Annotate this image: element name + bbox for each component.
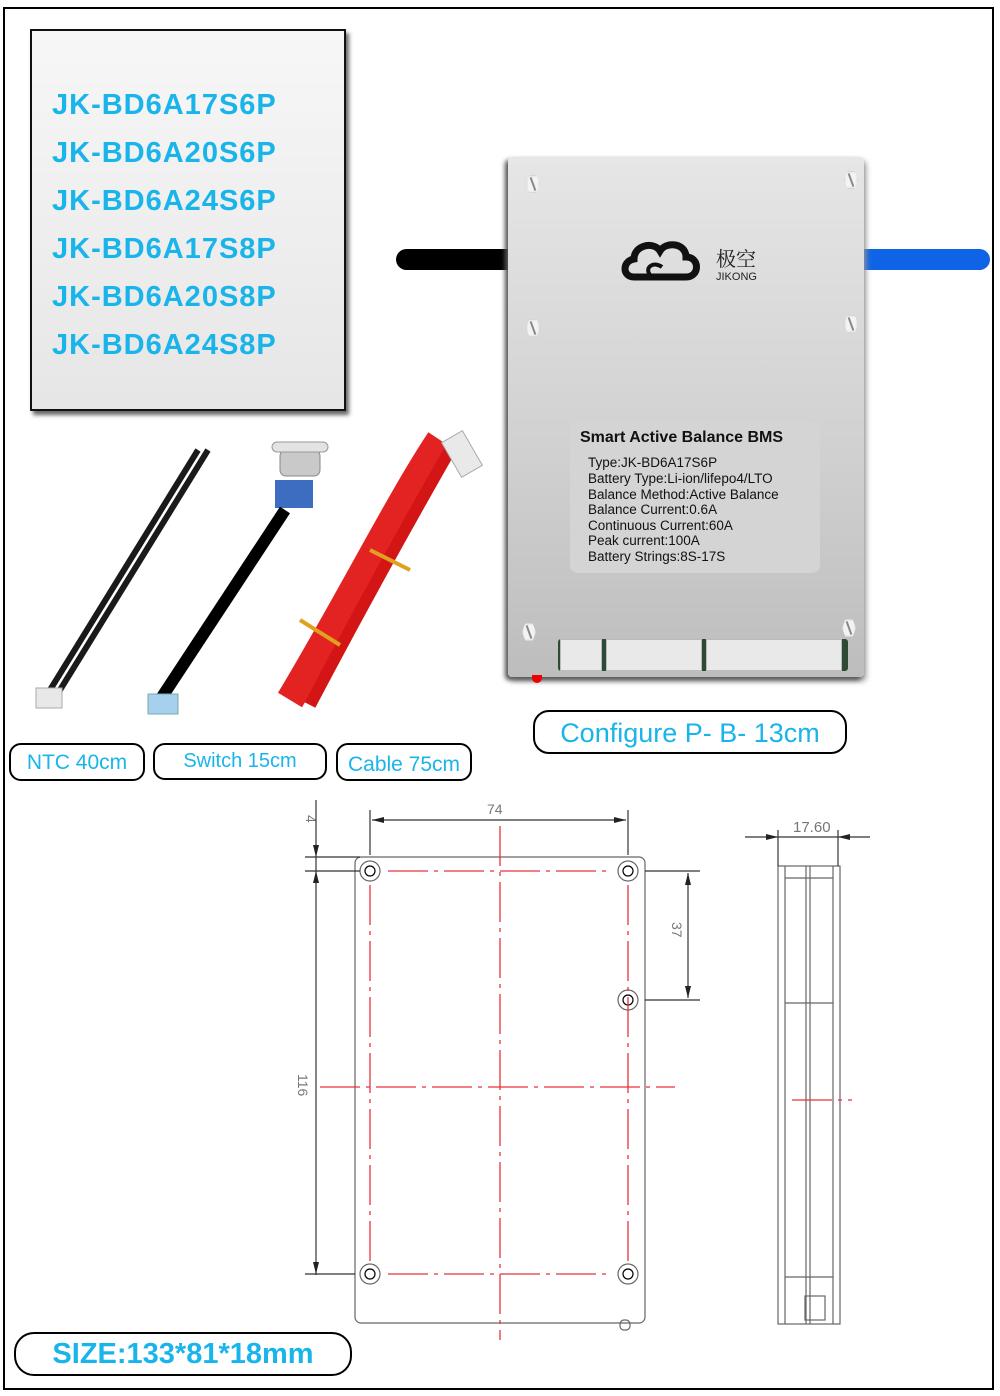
model-list-panel bbox=[30, 29, 346, 411]
screw-icon bbox=[522, 623, 536, 641]
bms-unit-photo bbox=[508, 157, 864, 677]
dim-top-offset: 4 bbox=[303, 815, 319, 823]
switch-length-badge: Switch 15cm bbox=[153, 743, 327, 780]
cloud-logo-icon bbox=[620, 237, 710, 285]
technical-drawing bbox=[0, 790, 1000, 1350]
screw-icon bbox=[842, 619, 856, 637]
negative-cable bbox=[396, 249, 512, 270]
screw-icon bbox=[526, 175, 540, 193]
connector bbox=[606, 639, 702, 671]
dim-hole-spacing: 37 bbox=[669, 922, 685, 938]
model-name: JK-BD6A24S6P bbox=[52, 185, 277, 217]
screw-icon bbox=[844, 315, 858, 333]
screw-icon bbox=[844, 171, 858, 189]
model-name: JK-BD6A17S8P bbox=[52, 233, 277, 265]
configure-cable-badge: Configure P- B- 13cm bbox=[533, 710, 847, 754]
screw-icon bbox=[526, 319, 540, 337]
model-name: JK-BD6A20S6P bbox=[52, 137, 277, 169]
model-name: JK-BD6A20S8P bbox=[52, 281, 277, 313]
spec-line: Battery Type:Li-ion/lifepo4/LTO bbox=[588, 471, 773, 486]
logo-brand-text: JIKONG bbox=[716, 271, 757, 283]
cable-length-badge: Cable 75cm bbox=[336, 743, 472, 781]
positive-cable bbox=[864, 249, 990, 270]
model-name: JK-BD6A17S6P bbox=[52, 89, 277, 121]
ntc-length-badge: NTC 40cm bbox=[9, 743, 145, 781]
label-title: Smart Active Balance BMS bbox=[580, 429, 784, 446]
connector-strip bbox=[558, 639, 848, 671]
dim-thickness: 17.60 bbox=[793, 819, 831, 836]
spec-line: Balance Method:Active Balance bbox=[588, 487, 779, 502]
dim-hole-width: 74 bbox=[487, 801, 503, 817]
connector bbox=[706, 639, 842, 671]
spec-label bbox=[570, 421, 820, 573]
model-name: JK-BD6A24S8P bbox=[52, 329, 277, 361]
jikong-logo bbox=[620, 237, 770, 285]
size-badge: SIZE:133*81*18mm bbox=[14, 1332, 352, 1376]
spec-line: Balance Current:0.6A bbox=[588, 502, 718, 517]
mounting-hole-icon bbox=[360, 861, 638, 1284]
logo-chinese-text: 极空 bbox=[716, 247, 756, 271]
spec-line: Battery Strings:8S-17S bbox=[588, 549, 726, 564]
spec-line: Peak current:100A bbox=[588, 533, 700, 548]
spec-line: Continuous Current:60A bbox=[588, 518, 733, 533]
dim-hole-height: 116 bbox=[295, 1074, 311, 1097]
accessories-photo bbox=[20, 420, 500, 720]
spec-line: Type:JK-BD6A17S6P bbox=[588, 455, 718, 470]
connector bbox=[560, 639, 602, 671]
